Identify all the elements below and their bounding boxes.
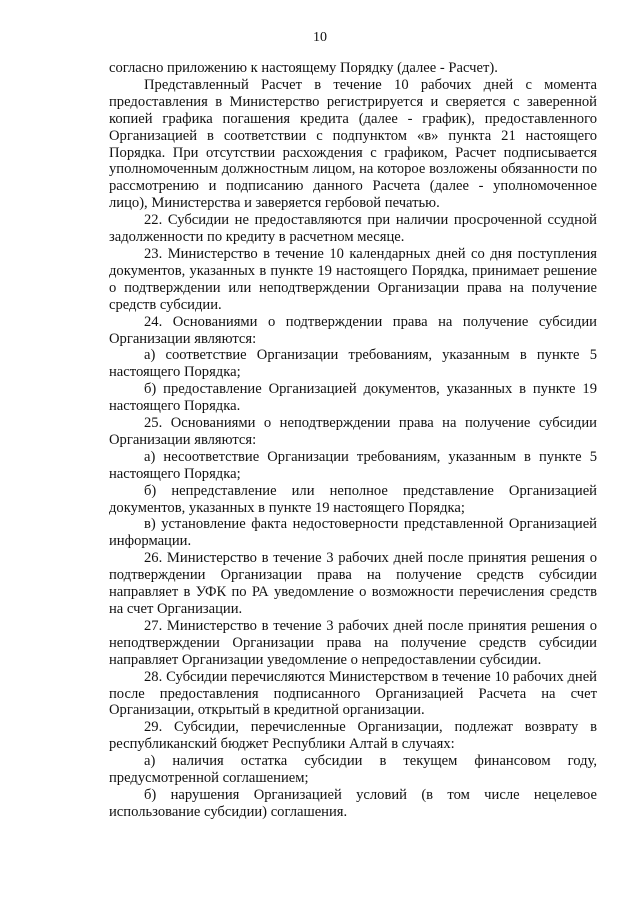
paragraph-calculation-verification: Представленный Расчет в течение 10 рабочих дней с момента предоставления в Министерство регистрируется и сверяется с заверенной копией графика погашения кредита (далее - график), предоставленного Организацией в соответствии с подпунктом «в» пункта 21 настоящего Порядка. При отсутствии расхождения с графиком, Расчет подписывается уполномоченным должностным лицом, на которое возложены обязанности по рассмотрению и подписанию данного Расчета (далее - уполномоченное лицо), Министерства и заверяется гербовой печатью. — [109, 76, 597, 212]
paragraph-22: 22. Субсидии не предоставляются при наличии просроченной ссудной задолженности по кредиту в расчетном месяце. — [109, 212, 597, 246]
page-number: 10 — [313, 30, 327, 45]
paragraph-29-b: б) нарушения Организацией условий (в том числе нецелевое использование субсидии) соглашения. — [109, 786, 597, 820]
paragraph-24-a: а) соответствие Организации требованиям, указанным в пункте 5 настоящего Порядка; — [109, 347, 597, 381]
paragraph-25-a: а) несоответствие Организации требованиям, указанным в пункте 5 настоящего Порядка; — [109, 448, 597, 482]
document-body — [109, 60, 597, 821]
paragraph-26: 26. Министерство в течение 3 рабочих дней после принятия решения о подтверждении Организации права на получение средств субсидии направляет в УФК по РА уведомление о возможности перечисления средств на счет Организации. — [109, 550, 597, 617]
paragraph-25: 25. Основаниями о неподтверждении права на получение субсидии Организации являются: — [109, 415, 597, 448]
paragraph-28: 28. Субсидии перечисляются Министерством в течение 10 рабочих дней после предоставления подписанного Организацией Расчета на счет Организации, открытый в кредитной организации. — [109, 668, 597, 719]
paragraph-27: 27. Министерство в течение 3 рабочих дней после принятия решения о неподтверждении Организации права на получение средств субсидии направляет Организации уведомление о непредоставлении субсидии. — [109, 617, 597, 668]
paragraph-29: 29. Субсидии, перечисленные Организации, подлежат возврату в республиканский бюджет Республики Алтай в случаях: — [109, 719, 597, 753]
paragraph-25-v: в) установление факта недостоверности представленной Организацией информации. — [109, 516, 597, 550]
paragraph-24-b: б) предоставление Организацией документов, указанных в пункте 19 настоящего Порядка. — [109, 381, 597, 415]
paragraph-continuation: согласно приложению к настоящему Порядку (далее - Расчет). — [109, 60, 498, 76]
paragraph-25-b: б) непредставление или неполное представление Организацией документов, указанных в пункте 19 настоящего Порядка; — [109, 482, 597, 516]
paragraph-24: 24. Основаниями о подтверждении права на получение субсидии Организации являются: — [109, 313, 597, 347]
paragraph-29-a: а) наличия остатка субсидии в текущем финансовом году, предусмотренной соглашением; — [109, 753, 597, 787]
paragraph-23: 23. Министерство в течение 10 календарных дней со дня поступления документов, указанных в пункте 19 настоящего Порядка, принимает решение о подтверждении или неподтверждении Организации права на получение средств субсидии. — [109, 245, 597, 313]
